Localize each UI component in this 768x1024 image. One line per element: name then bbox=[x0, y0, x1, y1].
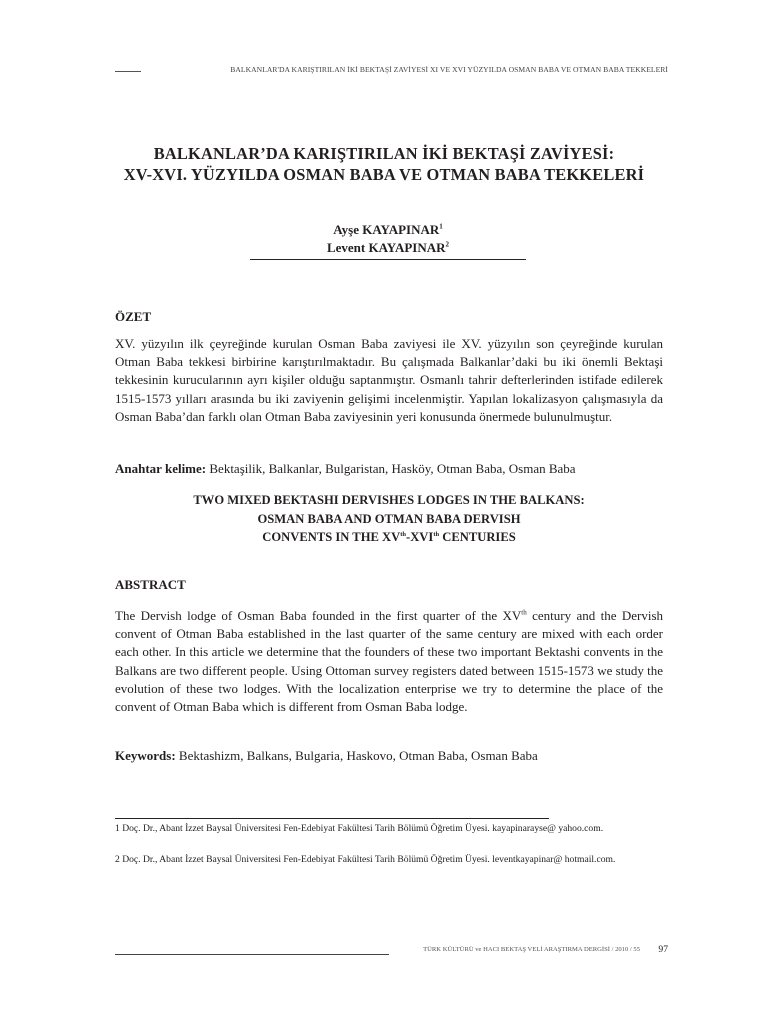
abstract-paragraph bbox=[115, 607, 663, 716]
abstract-text-a: The Dervish lodge of Osman Baba founded in the first quarter of the XV bbox=[115, 608, 522, 623]
abstract-text-b: century and the Dervish convent of Otman Baba established in the last quarter of the same century are mixed with each order each other. In this article we determine that the founders of these two important Bektashi convents in the Balkans are two different people. Using Ottoman survey registers dated between 1515-1573 we study the evolution of these two lodges. With the localization enterprise we try to determine the place of the convent of Otman Baba which is different from Osman Baba lodge. bbox=[115, 608, 664, 715]
ozet-heading: ÖZET bbox=[115, 309, 152, 324]
footnote-divider bbox=[115, 818, 549, 819]
turkish-keywords-text: Bektaşilik, Balkanlar, Bulgaristan, Hasköy, Otman Baba, Osman Baba bbox=[206, 461, 576, 476]
running-head-rule bbox=[115, 71, 141, 72]
running-head bbox=[115, 65, 668, 77]
article-title bbox=[80, 143, 688, 185]
author-list bbox=[250, 221, 526, 257]
article-title-line-1: BALKANLAR’DA KARIŞTIRILAN İKİ BEKTAŞİ ZAVİYESİ: bbox=[153, 144, 615, 163]
turkish-keywords bbox=[115, 460, 663, 478]
author-1-name: Ayşe KAYAPINAR bbox=[333, 222, 440, 237]
english-keywords-label: Keywords: bbox=[115, 748, 176, 763]
english-title-sup-1: th bbox=[400, 530, 407, 538]
english-title-sup-2: th bbox=[433, 530, 440, 538]
article-title-line-2: XV-XVI. YÜZYILDA OSMAN BABA VE OTMAN BABA TEKKELERİ bbox=[123, 165, 645, 184]
english-title-line-3 bbox=[100, 528, 678, 547]
english-keywords bbox=[115, 747, 663, 765]
footnote-2: 2 Doç. Dr., Abant İzzet Baysal Üniversitesi Fen-Edebiyat Fakültesi Tarih Bölümü Öğretim Üyesi. leventkayapinar@ hotmail.com. bbox=[115, 854, 616, 865]
english-title-line-2: OSMAN BABA AND OTMAN BABA DERVISH bbox=[257, 511, 521, 526]
ozet-paragraph: XV. yüzyılın ilk çeyreğinde kurulan Osman Baba zaviyesi ile XV. yüzyılın son çeyreğinde kurulan Otman Baba tekkesi birbirine karıştırılmaktadır. Bu çalışmada Balkanlar’daki bu iki önemli Bektaşi tekkesinin kurucularının ayrı kişiler olduğu saptanmıştır. Osmanlı tahrir defterlerinden istifade edilerek 1515-1573 yılları arasında bu iki zaviyenin gelişimi incelenmiştir. Yapılan lokalizasyon çalışmasıyla da Osman Baba’dan farklı olan Otman Baba zaviyesinin yeri konusunda önermede bulunulmuştur. bbox=[115, 336, 663, 424]
author-1 bbox=[250, 221, 526, 239]
author-2 bbox=[250, 239, 526, 257]
running-head-text: BALKANLAR'DA KARIŞTIRILAN İKİ BEKTAŞİ ZAVİYESİ XI VE XVI YÜZYILDA OSMAN BABA VE OTMAN BABA TEKKELERİ bbox=[230, 65, 668, 74]
footnote-1: 1 Doç. Dr., Abant İzzet Baysal Üniversitesi Fen-Edebiyat Fakültesi Tarih Bölümü Öğretim Üyesi. kayapinarayse@ yahoo.com. bbox=[115, 823, 604, 834]
english-title-line-3-part-c: CENTURIES bbox=[439, 530, 516, 544]
abstract-heading: ABSTRACT bbox=[115, 577, 186, 592]
english-keywords-text: Bektashizm, Balkans, Bulgaria, Haskovo, Otman Baba, Osman Baba bbox=[175, 748, 538, 763]
english-title-line-3-part-a: CONVENTS IN THE XV bbox=[262, 530, 401, 544]
english-title bbox=[100, 491, 678, 547]
turkish-keywords-label: Anahtar kelime: bbox=[115, 461, 207, 476]
author-2-name: Levent KAYAPINAR bbox=[326, 240, 446, 255]
footer-journal: TÜRK KÜLTÜRÜ ve HACI BEKTAŞ VELİ ARAŞTIRMA DERGİSİ / 2010 / 55 bbox=[423, 946, 640, 953]
english-title-line-3-part-b: -XVI bbox=[406, 530, 434, 544]
authors-divider bbox=[250, 259, 526, 260]
abstract-sup: th bbox=[521, 608, 527, 617]
footer-rule bbox=[115, 954, 389, 955]
author-2-footnote-mark[interactable]: 2 bbox=[445, 240, 450, 249]
page-number: 97 bbox=[658, 944, 668, 955]
author-1-footnote-mark[interactable]: 1 bbox=[439, 222, 443, 231]
english-title-line-1: TWO MIXED BEKTASHI DERVISHES LODGES IN THE BALKANS: bbox=[193, 493, 585, 507]
